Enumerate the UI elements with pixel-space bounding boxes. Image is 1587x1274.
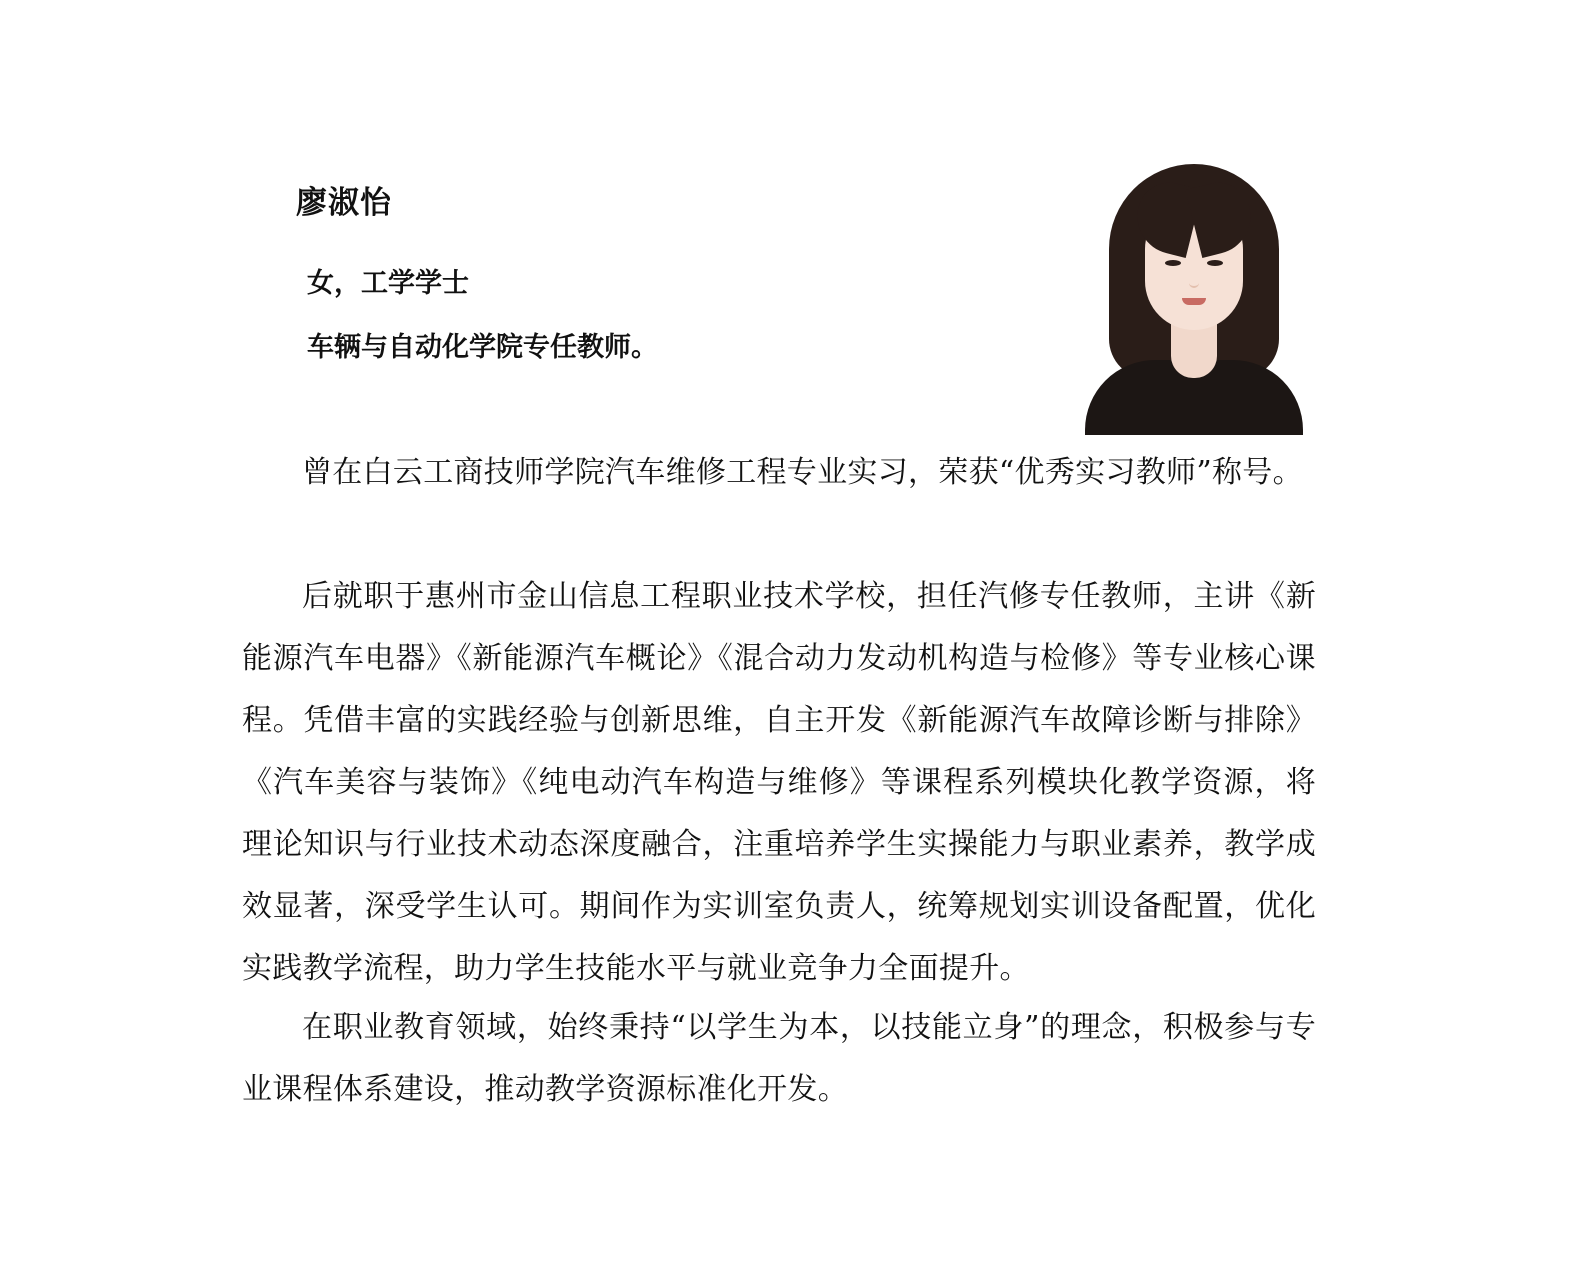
position-title: 车辆与自动化学院专任教师。 bbox=[307, 332, 658, 363]
portrait-mouth bbox=[1182, 298, 1206, 305]
person-name: 廖淑怡 bbox=[296, 185, 392, 221]
portrait-nose bbox=[1189, 272, 1199, 288]
portrait-eye-right bbox=[1207, 260, 1223, 266]
paragraph-internship: 曾在白云工商技师学院汽车维修工程专业实习，荣获“优秀实习教师”称号。 bbox=[302, 455, 1303, 490]
gender-degree: 女，工学学士 bbox=[307, 268, 469, 299]
paragraph-teaching-experience: 后就职于惠州市金山信息工程职业技术学校，担任汽修专任教师，主讲《新能源汽车电器》《新能源汽车概论》《混合动力发动机构造与检修》等专业核心课程。凭借丰富的实践经验与创新思维，自主开发《新能源汽车故障诊断与排除》《汽车美容与装饰》《纯电动汽车构造与维修》等课程系列模块化教学资源，将理论知识与行业技术动态深度融合，注重培养学生实操能力与职业素养，教学成效显著，深受学生认可。期间作为实训室负责人，统筹规划实训设备配置，优化实践教学流程，助力学生技能水平与就业竞争力全面提升。 bbox=[242, 579, 1316, 986]
paragraph-education-philosophy: 在职业教育领域，始终秉持“以学生为本，以技能立身”的理念，积极参与专业课程体系建设，推动教学资源标准化开发。 bbox=[242, 1010, 1316, 1107]
portrait-photo bbox=[1085, 160, 1303, 435]
portrait-eye-left bbox=[1165, 260, 1181, 266]
